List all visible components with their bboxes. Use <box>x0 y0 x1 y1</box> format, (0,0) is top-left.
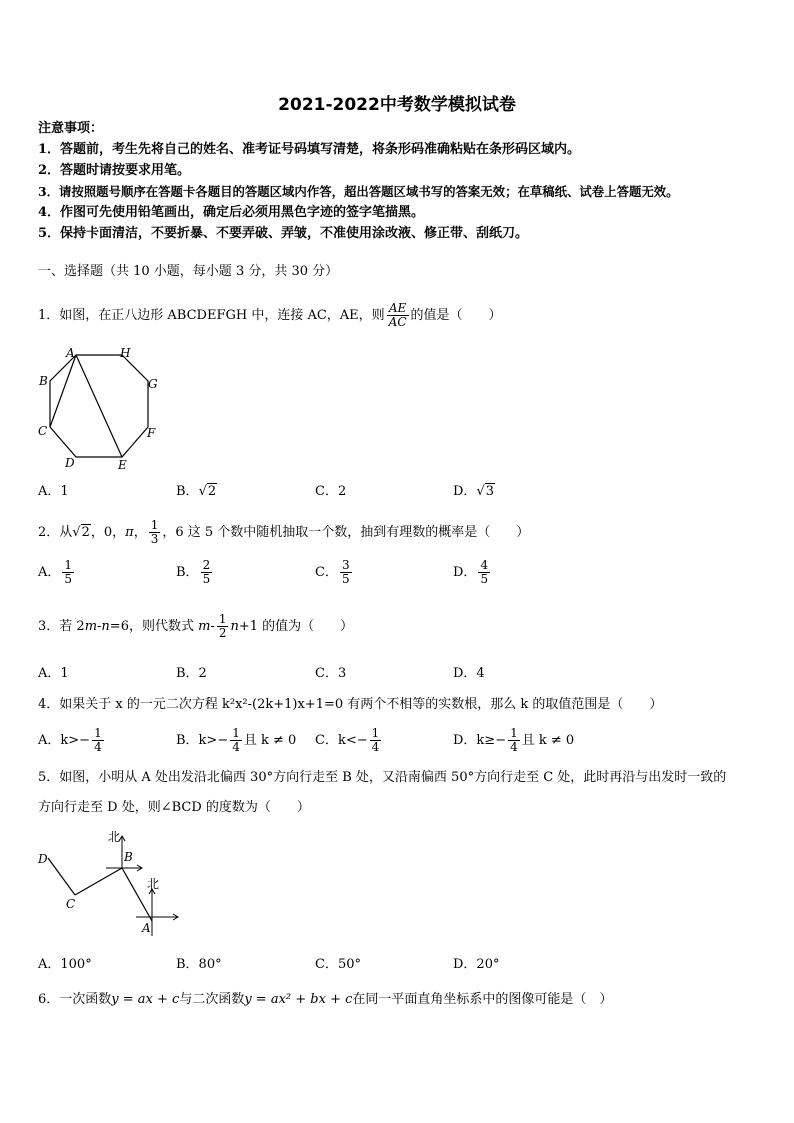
q3-suffix: +1 的值为（ ） <box>238 619 354 634</box>
denominator: 2 <box>218 626 227 640</box>
q2-option-b-fraction <box>201 559 213 586</box>
q4-option-a-label: A．k>− <box>38 733 91 748</box>
q2-sep: ， <box>133 525 147 540</box>
label-C: C <box>66 897 76 911</box>
notice-item-5: 5．保持卡面清洁，不要折暴、不要弄破、弄皱，不准使用涂改液、修正带、刮纸刀。 <box>38 226 529 241</box>
q5-option-b: B．80° <box>176 957 222 972</box>
q4-option-c-label: C．k<− <box>315 733 368 748</box>
direction-figure <box>30 828 190 943</box>
denominator: 4 <box>94 740 102 754</box>
q3-minus: - <box>210 619 215 634</box>
q3-option-b: B．2 <box>176 666 207 681</box>
question-5-line-2: 方向行走至 D 处，则∠BCD 的度数为（ ） <box>38 800 310 815</box>
page-title: 2021-2022中考数学模拟试卷 <box>278 95 516 115</box>
q2-option-b <box>176 558 214 588</box>
q2-option-a-label: A． <box>38 565 61 580</box>
label-D: D <box>65 456 75 470</box>
section-heading: 一、选择题（共 10 小题，每小题 3 分，共 30 分） <box>38 264 339 279</box>
q4-option-b <box>176 726 296 756</box>
denominator: 4 <box>510 740 518 754</box>
sqrt-symbol: √3 <box>476 484 495 499</box>
q1-option-a: A．1 <box>38 484 69 499</box>
label-A: A <box>142 921 151 935</box>
q2-radicand: 2 <box>81 525 90 540</box>
q2-fraction <box>149 519 161 546</box>
q3-var-n: n <box>101 619 110 634</box>
question-4: 4．如果关于 x 的一元二次方程 k²x²-(2k+1)x+1=0 有两个不相等的实数根，那么 k 的取值范围是（ ） <box>38 697 663 712</box>
numerator: 2 <box>202 558 211 572</box>
q3-option-d: D．4 <box>453 666 485 681</box>
question-5-line-1: 5．如图，小明从 A 处出发沿北偏西 30°方向行走至 B 处，又沿南偏西 50°方向行走至 C 处，此时再沿与出发时一致的 <box>38 770 727 785</box>
q4-option-c-fraction <box>370 727 382 754</box>
q5-option-a: A．100° <box>38 957 92 972</box>
label-C: C <box>38 424 48 438</box>
q3-fraction <box>217 613 229 640</box>
q2-option-c-fraction <box>340 559 352 586</box>
notice-item-3: 3．请按照题号顺序在答题卡各题目的答题区域内作答，超出答题区域书写的答案无效；在草稿纸、试卷上答题无效。 <box>38 184 679 199</box>
notice-item-2: 2．答题时请按要求用笔。 <box>38 163 191 178</box>
question-2 <box>38 518 529 548</box>
sqrt-symbol: √2 <box>198 484 217 499</box>
q5-option-c: C．50° <box>315 957 361 972</box>
label-D: D <box>38 852 48 866</box>
q2-option-c-label: C． <box>315 565 338 580</box>
notice-heading: 注意事项： <box>38 121 104 136</box>
denominator: 5 <box>202 572 211 586</box>
notice-item-1: 1．答题前，考生先将自己的姓名、准考证号码填写清楚，将条形码准确粘贴在条形码区域内。 <box>38 142 581 157</box>
label-B: B <box>39 374 48 388</box>
q5-option-d: D．20° <box>453 957 500 972</box>
octagon-figure <box>30 340 170 475</box>
q4-option-c <box>315 726 383 756</box>
q4-option-b-condition: 且 k ≠ 0 <box>243 733 297 748</box>
q2-option-a-fraction <box>62 559 74 586</box>
q1-option-d <box>453 484 495 500</box>
q1-option-b <box>176 484 217 500</box>
q1-option-b-label: B． <box>176 484 199 499</box>
q2-option-a <box>38 558 76 588</box>
numerator: 1 <box>371 726 380 740</box>
q3-equation-text: =6，则代数式 <box>109 619 199 634</box>
sqrt-symbol: √2 <box>72 525 90 540</box>
q4-option-d-fraction <box>508 727 520 754</box>
q1-fraction-numerator: AE <box>387 302 409 316</box>
denominator: 5 <box>64 572 73 586</box>
q1-prefix: 1．如图，在正八边形 ABCDEFGH 中，连接 AC，AE，则 <box>38 308 385 323</box>
q2-mid: ，0， <box>90 525 126 540</box>
q1-option-c: C．2 <box>315 484 347 499</box>
q4-option-a-fraction <box>92 727 104 754</box>
q2-prefix: 2．从 <box>38 525 73 540</box>
q3-option-c: C．3 <box>315 666 347 681</box>
label-north-2: 北 <box>147 877 160 891</box>
q2-pi: π <box>125 525 134 540</box>
question-6 <box>38 992 612 1008</box>
q4-option-d-label: D．k≥− <box>453 733 507 748</box>
numerator: 4 <box>480 558 489 572</box>
q2-option-d <box>453 558 492 588</box>
q2-fraction-denominator: 3 <box>150 532 159 546</box>
question-1 <box>38 301 502 331</box>
q6-quadratic-function: y = ax² + bx + c <box>244 992 353 1007</box>
numerator: 3 <box>341 558 350 572</box>
q6-mid: 与二次函数 <box>179 992 245 1007</box>
q3-option-a: A．1 <box>38 666 69 681</box>
q1-option-d-radicand: 3 <box>485 484 495 499</box>
q4-option-d <box>453 726 574 756</box>
q3-minus: - <box>97 619 102 634</box>
label-H: H <box>120 346 131 360</box>
q3-var-m: m <box>84 619 98 634</box>
numerator: 1 <box>510 726 518 740</box>
q6-prefix: 6．一次函数 <box>38 992 112 1007</box>
q4-option-b-label: B．k>− <box>176 733 229 748</box>
numerator: 1 <box>94 726 102 740</box>
q3-var-m: m <box>198 619 211 634</box>
notice-item-4: 4．作图可先使用铅笔画出，确定后必须用黑色字迹的签字笔描黑。 <box>38 205 425 220</box>
q2-option-d-label: D． <box>453 565 477 580</box>
label-north-1: 北 <box>108 830 121 844</box>
q2-option-b-label: B． <box>176 565 199 580</box>
q1-fraction-denominator: AC <box>388 315 407 329</box>
label-F: F <box>147 426 156 440</box>
q6-suffix: 在同一平面直角坐标系中的图像可能是（ ） <box>352 992 613 1007</box>
denominator: 5 <box>341 572 350 586</box>
numerator: 1 <box>64 558 73 572</box>
q2-option-d-fraction <box>478 559 490 586</box>
q3-prefix: 3．若 2 <box>38 619 85 634</box>
label-E: E <box>118 458 127 472</box>
q2-fraction-numerator: 1 <box>150 518 159 532</box>
q1-suffix: 的值是（ ） <box>410 308 502 323</box>
denominator: 4 <box>232 740 240 754</box>
q1-fraction <box>387 302 409 329</box>
label-G: G <box>148 377 158 391</box>
q3-var-n: n <box>230 619 239 634</box>
q2-suffix: ，6 这 5 个数中随机抽取一个数，抽到有理数的概率是（ ） <box>162 525 530 540</box>
q4-option-b-fraction <box>230 727 242 754</box>
q4-option-a <box>38 726 106 756</box>
q2-option-c <box>315 558 354 588</box>
q1-option-b-radicand: 2 <box>207 484 217 499</box>
denominator: 5 <box>480 572 489 586</box>
denominator: 4 <box>371 740 380 754</box>
label-B: B <box>124 850 133 864</box>
q1-option-d-label: D． <box>453 484 477 499</box>
q6-linear-function: y = ax + c <box>111 992 180 1007</box>
question-3 <box>38 612 353 642</box>
numerator: 1 <box>218 612 227 626</box>
q4-option-d-condition: 且 k ≠ 0 <box>521 733 575 748</box>
numerator: 1 <box>232 726 240 740</box>
label-A: A <box>66 346 75 360</box>
